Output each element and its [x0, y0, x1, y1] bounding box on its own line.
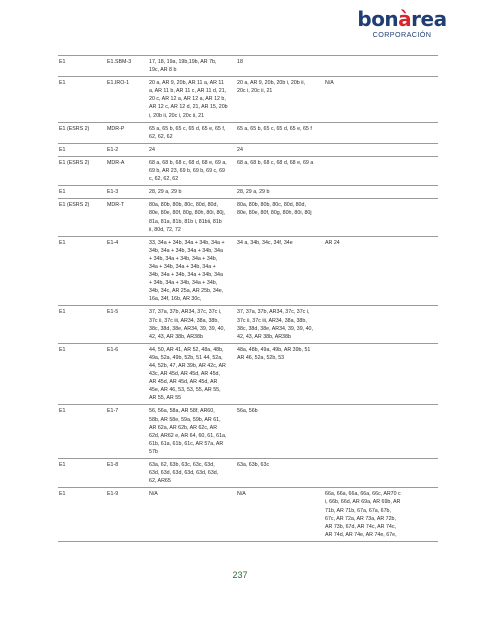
reported-cell: 56a, 56b — [237, 408, 258, 415]
disclosure-cell: E1-6 — [107, 346, 119, 353]
page-number: 237 — [232, 570, 248, 580]
standard-cell: E1 (ESRS 2) — [59, 125, 90, 132]
disclosure-cell: MDR-T — [107, 202, 125, 209]
logo-subtitle: CORPORACIÓN — [372, 30, 432, 39]
table-row — [58, 344, 438, 406]
reported-cell: 80a, 80b, 80b, 80c, 80d, 80d, 80e, 80e, 80f, 80g, 80h, 80i, 80j — [237, 202, 312, 217]
table-row — [58, 459, 438, 488]
datapoints-cell: 80a, 80b, 80b, 80c, 80d, 80d, 80e, 80e, 80f, 80g, 80h, 80i, 80j, 81a, 81a, 81b, 81b i, 81bii, 81b ii, 80d, 72, 72 — [149, 202, 225, 233]
reported-cell: 65 a, 65 b, 65 c, 65 d, 65 e, 65 f — [237, 125, 312, 132]
table-row — [58, 405, 438, 459]
standard-cell: E1 (ESRS 2) — [59, 202, 90, 209]
reported-cell: 24 — [237, 146, 243, 153]
table-row — [58, 306, 438, 343]
table-row — [58, 144, 438, 157]
disclosure-cell: E1-9 — [107, 491, 119, 498]
reported-cell: N/A — [237, 491, 246, 498]
omitted-cell — [322, 186, 438, 198]
reported-cell: 28, 29 a, 29 b — [237, 189, 270, 196]
disclosure-cell: MDR-A — [107, 159, 125, 166]
standard-cell: E1 — [59, 462, 66, 469]
reported-cell: 68 a, 68 b, 68 c, 68 d, 68 e, 69 a — [237, 159, 314, 166]
omitted-cell — [322, 344, 438, 405]
logo-wordmark: bonàrea — [357, 7, 447, 31]
reported-cell: 63a, 63b, 63c — [237, 462, 270, 469]
omitted-cell — [322, 459, 438, 487]
datapoints-cell: 63a, 62, 63b, 63c, 63c, 63d, 63d, 63d, 63d, 63d, 63d, 63d, 62, AR65 — [149, 462, 219, 485]
omitted-cell: N/A — [325, 80, 334, 87]
standard-cell: E1 — [59, 146, 66, 153]
disclosure-cell: E1.IRO-1 — [107, 80, 130, 87]
datapoints-cell: N/A — [149, 491, 158, 498]
standard-cell: E1 — [59, 408, 66, 415]
omitted-cell — [322, 56, 438, 76]
table-row — [58, 123, 438, 144]
reported-cell: 18 — [237, 59, 243, 65]
disclosure-cell: E1.SBM-3 — [107, 59, 132, 65]
disclosure-table — [58, 55, 438, 542]
table-row — [58, 199, 438, 236]
omitted-cell — [322, 157, 438, 185]
standard-cell: E1 — [59, 189, 66, 196]
reported-cell: 20 a, AR 9, 20b, 20b i, 20b ii, 20c i, 20c ii, 21 — [237, 80, 306, 95]
omitted-cell — [322, 405, 438, 458]
standard-cell: E1 — [59, 80, 66, 87]
table-row — [58, 237, 438, 307]
datapoints-cell: 17, 18, 19a, 19b,19b, AR 7b, 19c, AR 8 b — [149, 59, 217, 74]
disclosure-cell: E1-2 — [107, 146, 119, 153]
datapoints-cell: 20 a, AR 9, 20b, AR 11 a, AR 11 a, AR 11 b, AR 11 c, AR 11 d, 21, 20 c, AR 12 a, AR 12 a, AR 12 b, AR 12 c, AR 12 d, 21, AR 15, 20b i, 20b ii, 20c i, 20c ii, 21 — [149, 80, 228, 119]
table-row — [58, 157, 438, 186]
table-row — [58, 186, 438, 199]
omitted-cell — [322, 144, 438, 156]
omitted-cell: AR 24 — [325, 239, 340, 246]
table-row — [58, 488, 438, 542]
disclosure-cell: E1-4 — [107, 239, 119, 246]
standard-cell: E1 — [59, 346, 66, 353]
omitted-cell — [322, 306, 438, 342]
datapoints-cell: 24 — [149, 146, 155, 153]
reported-cell: 48a, 48b, 49a, 49b, AR 39b, 51 AR 46, 52a, 52b, 53 — [237, 346, 311, 361]
datapoints-cell: 33, 34a + 34b, 34a + 34b, 34a + 34b, 34a + 34b, 34a + 34b, 34a + 34b, 34a + 34b, 34a + 34b, 34a + 34b, 34a + 34b, 34a + 34b, 34a + 34b, 34a + 34b, 34a + 34b, 34a + 34b, 34a + 34b, 34b, 34c, AR 25a, AR 25b, 34e, 16a, 34f, 16b, AR 30c, — [149, 239, 225, 303]
standard-cell: E1 (ESRS 2) — [59, 159, 90, 166]
reported-cell: 37, 37a, 37b, AR34, 37c, 37c i, 37c ii, 37c iii, AR34, 38a, 38b, 38c, 38d, 38e, AR34, 39, 39, 40, 42, 43, AR 38b, AR38b — [237, 309, 313, 340]
datapoints-cell: 37, 37a, 37b, AR34, 37c, 37c i, 37c ii, 37c iii, AR34, 38a, 38b, 38c, 38d, 38e, AR34, 39, 39, 40, 42, 43, AR 38b, AR38b — [149, 309, 225, 340]
disclosure-cell: E1-5 — [107, 309, 119, 316]
datapoints-cell: 56, 56a, 58a, AR 58f, AR60, 58b, AR 58e, 59a, 59b, AR 61, AR 62a, AR 62b, AR 62c, AR 62d, AR62 e, AR 64, 60, 61, 61a, 61b, 61a, 61b, 61c, AR 57a, AR 57b — [149, 408, 227, 455]
omitted-cell — [322, 199, 438, 235]
disclosure-cell: E1-7 — [107, 408, 119, 415]
disclosure-cell: MDR-P — [107, 125, 125, 132]
table-row — [58, 55, 438, 77]
datapoints-cell: 65 a, 65 b, 65 c, 65 d, 65 e, 65 f, 62, 62, 62 — [149, 125, 226, 140]
standard-cell: E1 — [59, 59, 66, 65]
standard-cell: E1 — [59, 309, 66, 316]
disclosure-cell: E1-3 — [107, 189, 119, 196]
datapoints-cell: 28, 29 a, 29 b — [149, 189, 182, 196]
omitted-cell: 66a, 66a, 66a, 66a, 66c, AR70 c i, 66b, 66d, AR 69a, AR 69b, AR 71b, AR 71b, 67a, 67a, 67b, 67c, AR 72a, AR 73a, AR 72b, AR 73b, 67d, AR 74c, AR 74c, AR 74d, AR 74e, AR 74e, 67e, — [325, 491, 401, 538]
standard-cell: E1 — [59, 239, 66, 246]
table-row — [58, 77, 438, 122]
omitted-cell — [322, 123, 438, 143]
company-logo — [350, 8, 454, 39]
disclosure-cell: E1-8 — [107, 462, 119, 469]
datapoints-cell: 44, 50, AR 41, AR 52, 48a, 48b, 49a, 52a, 49b, 52b, 51 44, 52a, 44, 52b, 47, AR 39b, AR 42c, AR 43c, AR 45d, AR 45d, AR 45d, AR 45d, AR 45d, AR 45d, AR 45e, AR 46, 53, 53, 55, AR 55, AR 55, AR 55 — [149, 346, 226, 402]
datapoints-cell: 68 a, 68 b, 68 c, 68 d, 68 e, 69 a, 69 b, AR 23, 69 b, 69 b, 69 c, 69 c, 62, 62, 62 — [149, 159, 227, 183]
reported-cell: 34 a, 34b, 34c, 34f, 34e — [237, 239, 293, 246]
standard-cell: E1 — [59, 491, 66, 498]
